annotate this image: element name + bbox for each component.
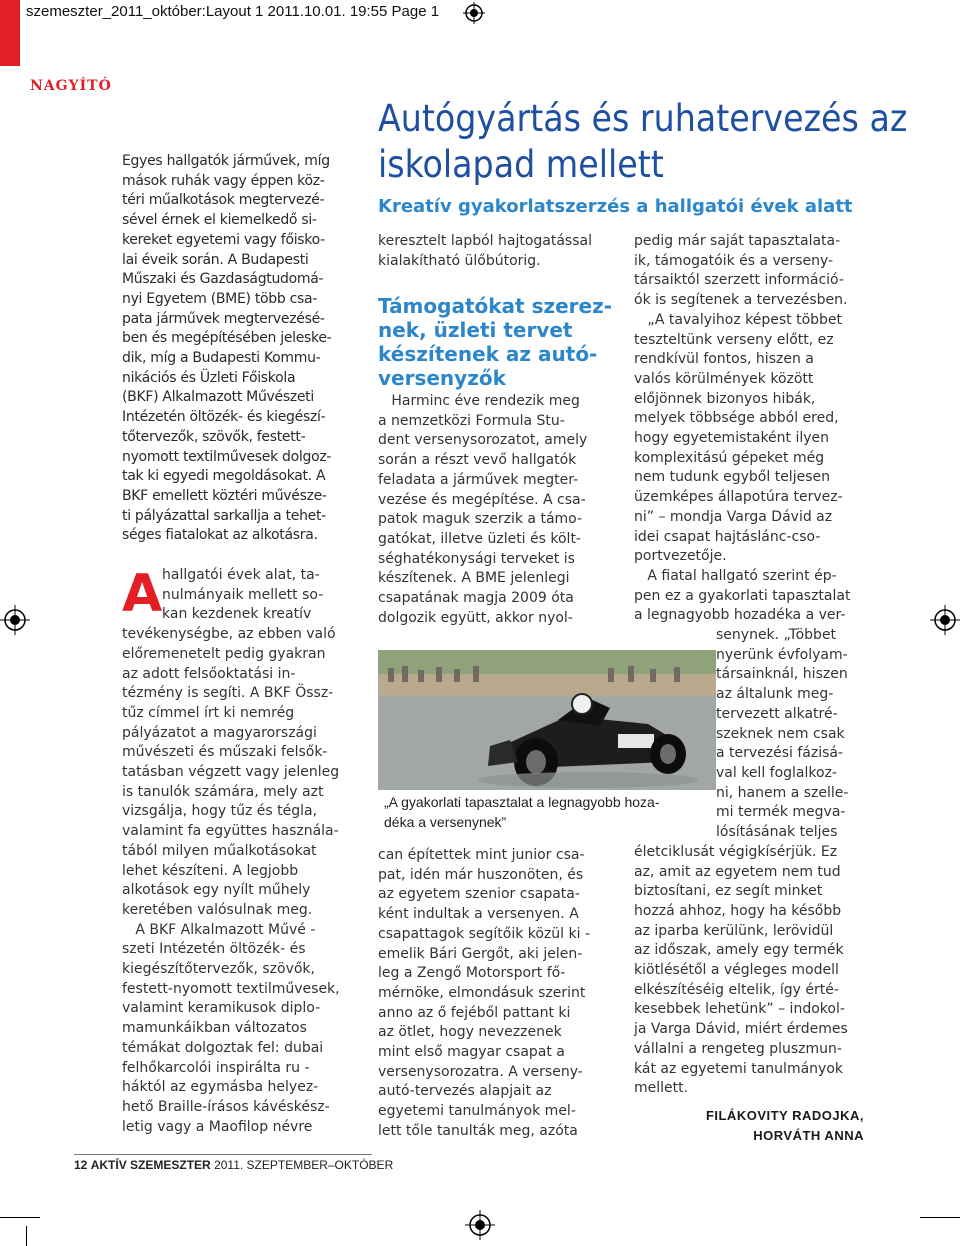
body-line: ók is segítenek a tervezésben. xyxy=(634,292,848,309)
body-line: dent versenysorozatot, amely xyxy=(378,432,588,449)
body-line: kesebbek lehetünk” – indokol- xyxy=(634,1001,845,1018)
body-line: csapattagok segítőik közül ki - xyxy=(378,925,591,942)
body-line: társainknál, hiszen xyxy=(716,666,848,683)
crop-mark xyxy=(26,1226,27,1246)
body-line: az, amit az egyetem nem tud xyxy=(634,863,841,880)
body-column-2-mid xyxy=(378,392,618,628)
registration-mark-icon xyxy=(465,1210,495,1240)
magazine-name: AKTÍV SZEMESZTER xyxy=(90,1158,211,1172)
body-line: autó-tervezés alapjait az xyxy=(378,1083,552,1100)
body-line: a legnagyobb hozadéka a ver- xyxy=(634,607,846,624)
lead-line: Műszaki és Gazdaságtudomá- xyxy=(122,271,324,288)
body-line: anno az ő fejéből pattant ki xyxy=(378,1004,571,1021)
body-line: hető Braille-írásos kávéskész- xyxy=(122,1098,330,1115)
body-line: feladata a járművek megter- xyxy=(378,471,579,488)
body-line: egyetemi tanulmányok mel- xyxy=(378,1103,576,1120)
slug-red-block xyxy=(0,0,20,26)
lead-line: sével érnek el kiemelkedő si- xyxy=(122,212,317,229)
heading-line: versenyzők xyxy=(378,366,506,390)
lead-line: (BKF) Alkalmazott Művészeti xyxy=(122,389,314,406)
registration-mark-icon xyxy=(930,605,960,635)
body-line: A fiatal hallgató szerint ép- xyxy=(634,567,837,584)
article-headline: Autógyártás és ruhatervezés az iskolapad mellett xyxy=(378,97,908,186)
body-line: is tanulók számára, mely azt xyxy=(122,783,324,800)
lead-line: lai éveik során. A Budapesti xyxy=(122,251,309,268)
body-line: mamunkáikban változatos xyxy=(122,1020,307,1037)
body-line: szeti Intézetén öltözék- és xyxy=(122,941,306,958)
body-line: valamint fa együttes használa- xyxy=(122,823,339,840)
body-line: háktól az egymásba helyez- xyxy=(122,1079,319,1096)
body-line: komplexitású gépeket még xyxy=(634,449,825,466)
section-label: NAGYÍTÓ xyxy=(30,78,112,94)
body-line: valós körülmények között xyxy=(634,370,814,387)
heading-line: készítenek az autó- xyxy=(378,342,598,366)
body-line: a nemzetközi Formula Stu- xyxy=(378,412,565,429)
body-line: pályázatot a magyarországi xyxy=(122,724,317,741)
body-column-1 xyxy=(122,566,362,1137)
page-number: 12 xyxy=(74,1158,88,1172)
body-line: mérnöke, elmondásuk szerint xyxy=(378,984,586,1001)
red-side-bar xyxy=(0,26,20,66)
body-line: biztosítani, ez segít minket xyxy=(634,883,823,900)
body-line: hallgatói évek alat, ta- xyxy=(162,567,320,583)
body-line: tevékenységbe, az ebben való xyxy=(122,626,336,643)
body-line: ik, támogatóik és a verseny- xyxy=(634,252,834,269)
body-line: vezése és megépítése. A csa- xyxy=(378,491,586,508)
body-line: versenysorozatra. A verseny- xyxy=(378,1063,583,1080)
print-slug xyxy=(0,0,960,26)
body-line: melyek többsége abból ered, xyxy=(634,410,839,427)
lead-line: tőtervezők, szövők, festett- xyxy=(122,428,306,445)
body-line: tűz címmel írt ki nemrég xyxy=(122,704,295,721)
body-line: nyerünk évfolyam- xyxy=(716,646,848,663)
body-line: nem tudunk egyből teljesen xyxy=(634,469,830,486)
article-subhead: Kreatív gyakorlatszerzés a hallgatói évek alatt xyxy=(378,196,853,217)
body-line: tatásban végzett vagy jelenleg xyxy=(122,764,340,781)
lead-line: Intézetén öltözék- és kiegészí- xyxy=(122,409,326,426)
body-line: életciklusát végigkísérjük. Ez xyxy=(634,843,838,860)
body-line: hogy egyetemistaként ilyen xyxy=(634,430,830,447)
body-line: lósításának teljes xyxy=(716,824,838,841)
body-line: pen ez a gyakorlati tapasztalat xyxy=(634,587,851,604)
body-line: kialakítható ülőbútorig. xyxy=(378,252,541,269)
page-footer xyxy=(74,1158,393,1172)
body-line: művészeti és műszaki felsők- xyxy=(122,744,328,761)
body-line: az ötlet, hogy nevezzenek xyxy=(378,1024,562,1041)
body-line: témákat dolgoztak fel: dubai xyxy=(122,1039,324,1056)
lead-line: mások ruhák vagy éppen köz- xyxy=(122,172,325,189)
body-line: hozzá ahhoz, hogy ha később xyxy=(634,902,842,919)
body-line: kan kezdenek kreatív xyxy=(162,606,312,623)
body-line: lehet készíteni. A legjobb xyxy=(122,862,299,879)
body-line: az egyetem szenior csapata- xyxy=(378,886,580,903)
lead-line: tak ki egyedi megoldásokat. A xyxy=(122,468,326,485)
heading-line: nek, üzleti tervet xyxy=(378,318,573,342)
body-line: dolgozik együtt, akkor nyol- xyxy=(378,609,573,626)
body-line: felhőkarcolói inspirálta ru - xyxy=(122,1059,310,1076)
body-line: tából milyen műalkotásokat xyxy=(122,842,317,859)
body-line: valamint keramikusok diplo- xyxy=(122,1000,321,1017)
author-name: FILÁKOVITY RADOJKA, xyxy=(705,1108,864,1123)
drop-cap: A xyxy=(122,564,163,624)
body-line: „A tavalyihoz képest többet xyxy=(634,311,843,328)
body-line: üzemképes állapotúra tervez- xyxy=(634,489,843,506)
body-line: mellett. xyxy=(634,1080,689,1097)
section-heading xyxy=(378,294,618,390)
heading-line: Támogatókat szerez- xyxy=(378,294,613,318)
body-line: A BKF Alkalmazott Művé - xyxy=(122,921,316,938)
body-line: idei csapat hajtáslánc-cso- xyxy=(634,528,821,545)
slug-text: szemeszter_2011_október:Layout 1 2011.10.01. 19:55 Page 1 xyxy=(26,3,440,20)
crop-mark xyxy=(0,1217,40,1218)
body-line: vizsgálja, hogy tűz és tégla, xyxy=(122,803,318,820)
lead-line: BKF emellett köztéri művésze- xyxy=(122,487,327,504)
body-line: szeknek nem csak xyxy=(716,725,845,742)
body-line: val kell foglalkoz- xyxy=(716,764,837,781)
lead-line: kereket egyetemi vagy főisko- xyxy=(122,231,325,248)
lead-line: Egyes hallgatók járművek, míg xyxy=(122,153,330,169)
lead-paragraph xyxy=(122,152,360,546)
body-line: csapatának magja 2009 óta xyxy=(378,590,574,607)
body-line: társaiktól szerzett információ- xyxy=(634,272,844,289)
body-column-2-bottom xyxy=(378,846,618,1142)
body-line: mi termék megva- xyxy=(716,804,846,821)
body-line: leg a Zengő Motorsport fő- xyxy=(378,965,566,982)
body-line: alkotások egy nyílt műhely xyxy=(122,882,311,899)
footer-rule xyxy=(74,1154,372,1155)
registration-mark-icon xyxy=(463,2,485,24)
body-line: az időszak, amely egy termék xyxy=(634,942,844,959)
issue-date: 2011. SZEPTEMBER–OKTÓBER xyxy=(214,1158,394,1172)
body-line: a tervezési fázisá- xyxy=(716,745,844,762)
body-line: teszteltünk verseny előtt, ez xyxy=(634,331,834,348)
body-line: kiötlésétől a végleges modell xyxy=(634,962,839,979)
body-line: az iparba kerülünk, lerövidül xyxy=(634,922,834,939)
lead-line: pata járművek megtervezésé- xyxy=(122,310,325,327)
body-line: Harminc éve rendezik meg xyxy=(378,393,580,409)
registration-mark-icon xyxy=(0,605,30,635)
byline xyxy=(706,1106,864,1146)
body-line: mint első magyar csapat a xyxy=(378,1044,565,1061)
body-line: rendkívül fontos, hiszen a xyxy=(634,351,814,368)
lead-line: nyomott textilművesek dolgoz- xyxy=(122,448,332,465)
body-line: az általunk meg- xyxy=(716,686,834,703)
body-line: emelik Bári Gergőt, aki jelen- xyxy=(378,945,583,962)
body-line: ni” – mondja Varga Dávid az xyxy=(634,508,833,525)
lead-line: nikációs és Üzleti Főiskola xyxy=(122,369,296,386)
body-line: portvezetője. xyxy=(634,548,727,565)
lead-line: nyi Egyetem (BME) több csa- xyxy=(122,290,318,307)
body-line: tervezett alkatré- xyxy=(716,705,838,722)
author-name: HORVÁTH ANNA xyxy=(753,1128,864,1143)
lead-line: séges fiatalokat az alkotásra. xyxy=(122,527,318,544)
body-column-2-top xyxy=(378,232,618,271)
body-line: készítenek. A BME jelenlegi xyxy=(378,570,570,587)
body-line: elkészítéséig eltelik, így érté- xyxy=(634,981,839,998)
lead-line: dik, míg a Budapesti Kommu- xyxy=(122,350,321,367)
body-line: patok maguk szerzik a támo- xyxy=(378,511,583,528)
body-line: lett tőle tanulták meg, azóta xyxy=(378,1122,578,1139)
caption-line: déka a versenynek” xyxy=(384,814,507,830)
body-line: pedig már saját tapasztalata- xyxy=(634,233,841,249)
body-line: tézmény is segíti. A BKF Össz- xyxy=(122,685,334,702)
lead-line: téri műalkotások megtervezé- xyxy=(122,192,325,209)
body-line: során a részt vevő hallgatók xyxy=(378,452,577,469)
body-line: can építettek mint junior csa- xyxy=(378,847,585,863)
body-line: kiegészítőtervezők, szövők, xyxy=(122,961,315,978)
crop-mark xyxy=(920,1217,960,1218)
body-line: gatókat, illetve üzleti és költ- xyxy=(378,530,581,547)
body-line: pat, idén már huszonöten, és xyxy=(378,866,584,883)
lead-line: ben és megépítésében jeleske- xyxy=(122,330,332,347)
body-line: festett-nyomott textilművesek, xyxy=(122,980,340,997)
body-line: előjönnek bizonyos hibák, xyxy=(634,390,816,407)
body-line: kát az egyetemi tanulmányok xyxy=(634,1060,843,1077)
caption-line: „A gyakorlati tapasztalat a legnagyobb hoza- xyxy=(384,794,660,810)
body-line: nulmányaik mellett so- xyxy=(162,586,324,603)
body-line: séghatékonysági terveket is xyxy=(378,550,575,567)
body-line: ként indultak a versenyen. A xyxy=(378,906,579,923)
body-line: előremenetelt pedig gyakran xyxy=(122,645,326,662)
body-line: keresztelt lapból hajtogatással xyxy=(378,233,592,249)
body-line: vállalni a rengeteg pluszmun- xyxy=(634,1040,842,1057)
body-line: letig vagy a Maofilop névre xyxy=(122,1118,313,1135)
lead-line: ti pályázattal sarkallja a tehet- xyxy=(122,507,326,524)
body-line: az adott felsőoktatási in- xyxy=(122,665,296,682)
body-line: ja Varga Dávid, miért érdemes xyxy=(634,1021,848,1038)
body-line: keretében valósulnak meg. xyxy=(122,901,313,918)
body-line: ni, hanem a szelle- xyxy=(716,784,849,801)
body-column-3 xyxy=(634,232,874,1099)
body-line: senynek. „Többet xyxy=(716,627,837,644)
